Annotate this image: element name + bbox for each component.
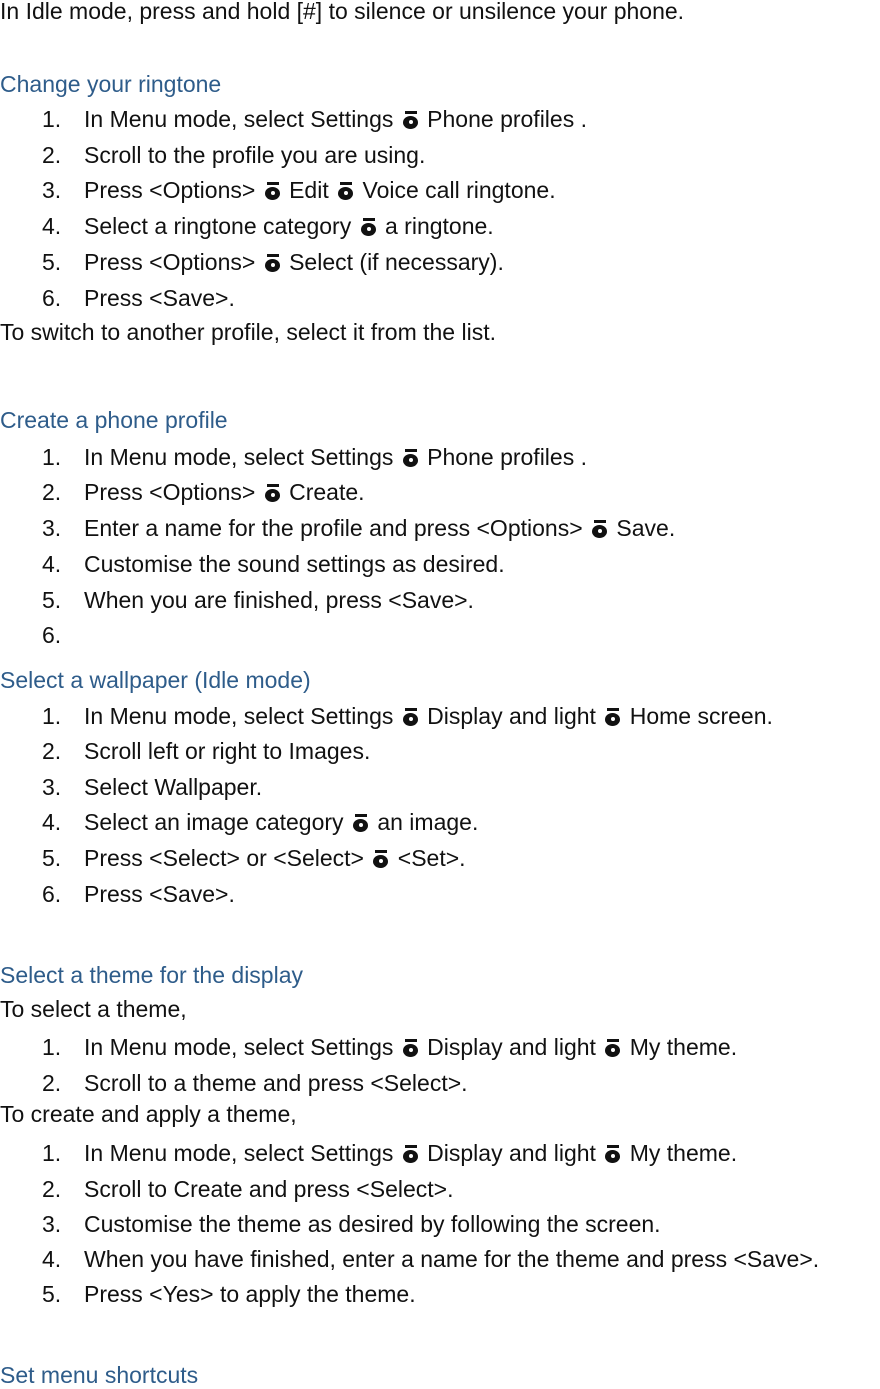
wallpaper-heading: Select a wallpaper (Idle mode)	[0, 667, 311, 693]
step-number: 4.	[42, 213, 62, 239]
list-item	[84, 773, 262, 801]
list-item	[84, 586, 474, 614]
step-number: 2.	[42, 1176, 62, 1202]
step-number: 5.	[42, 587, 62, 613]
step-text: Display and light	[427, 703, 596, 729]
step-number: 5.	[42, 1281, 62, 1307]
step-text: Press <Options>	[84, 479, 256, 505]
step-text: My theme.	[629, 1140, 738, 1166]
arrow-icon	[605, 1039, 620, 1057]
step-number: 4.	[42, 1246, 62, 1272]
list-item	[84, 212, 494, 240]
step-text: Press <Yes> to apply the theme.	[84, 1281, 416, 1307]
list-item	[84, 514, 675, 542]
arrow-icon	[265, 254, 280, 272]
step-number: 5.	[42, 249, 62, 275]
step-text: Enter a name for the profile and press <Options>	[84, 515, 583, 541]
step-number: 2.	[42, 1070, 62, 1096]
step-text: Save.	[616, 515, 676, 541]
step-text: Customise the theme as desired by following the screen.	[84, 1211, 661, 1237]
step-text: My theme.	[629, 1034, 738, 1060]
step-number: 6.	[42, 622, 62, 648]
step-text: Scroll to Create and press <Select>.	[84, 1176, 454, 1202]
list-item	[84, 1139, 737, 1167]
arrow-icon	[605, 708, 620, 726]
step-text: Phone profiles .	[427, 444, 587, 470]
step-text: Create.	[289, 479, 365, 505]
arrow-icon	[403, 708, 418, 726]
step-number: 1.	[42, 1034, 62, 1060]
arrow-icon	[403, 111, 418, 129]
step-number: 2.	[42, 738, 62, 764]
arrow-icon	[338, 182, 353, 200]
list-item	[84, 1175, 453, 1203]
arrow-icon	[605, 1145, 620, 1163]
step-number: 4.	[42, 551, 62, 577]
step-text: <Set>.	[397, 845, 466, 871]
step-text: Select Wallpaper.	[84, 774, 263, 800]
profile-heading: Create a phone profile	[0, 407, 228, 433]
step-text: In Menu mode, select Settings	[84, 1140, 394, 1166]
step-number: 4.	[42, 809, 62, 835]
arrow-icon	[403, 1145, 418, 1163]
list-item	[84, 1245, 819, 1273]
arrow-icon	[353, 814, 368, 832]
list-item	[84, 105, 587, 133]
step-number: 3.	[42, 1211, 62, 1237]
arrow-icon	[265, 484, 280, 502]
step-text: Press <Save>.	[84, 881, 235, 907]
step-text: Customise the sound settings as desired.	[84, 551, 505, 577]
arrow-icon	[592, 520, 607, 538]
step-text: a ringtone.	[385, 213, 494, 239]
list-item	[84, 1210, 661, 1238]
arrow-icon	[361, 218, 376, 236]
step-text: Display and light	[427, 1034, 596, 1060]
list-item	[84, 808, 478, 836]
arrow-icon	[373, 850, 388, 868]
step-number: 1.	[42, 703, 62, 729]
step-number: 6.	[42, 881, 62, 907]
step-text: Voice call ringtone.	[362, 177, 556, 203]
step-text: Display and light	[427, 1140, 596, 1166]
step-number: 3.	[42, 177, 62, 203]
list-item	[84, 443, 587, 471]
list-item	[84, 1033, 737, 1061]
step-text: In Menu mode, select Settings	[84, 106, 394, 132]
step-text: Edit	[289, 177, 329, 203]
step-text: Select an image category	[84, 809, 344, 835]
step-text: Select a ringtone category	[84, 213, 352, 239]
intro-text: In Idle mode, press and hold [#] to silence or unsilence your phone.	[0, 0, 685, 24]
list-item	[84, 1280, 416, 1308]
theme-create-intro: To create and apply a theme,	[0, 1101, 297, 1127]
arrow-icon	[403, 1039, 418, 1057]
list-item	[84, 844, 466, 872]
step-text: Scroll left or right to Images.	[84, 738, 371, 764]
step-number: 5.	[42, 845, 62, 871]
ringtone-note: To switch to another profile, select it from the list.	[0, 319, 496, 345]
step-text: In Menu mode, select Settings	[84, 1034, 394, 1060]
ringtone-heading: Change your ringtone	[0, 71, 222, 97]
step-number: 1.	[42, 106, 62, 132]
step-text: Scroll to the profile you are using.	[84, 142, 426, 168]
step-number: 3.	[42, 515, 62, 541]
list-item	[84, 880, 235, 908]
step-number: 2.	[42, 142, 62, 168]
list-item	[84, 141, 425, 169]
arrow-icon	[265, 182, 280, 200]
step-number: 3.	[42, 774, 62, 800]
list-item	[84, 176, 556, 204]
list-item	[84, 248, 504, 276]
list-item	[84, 1069, 468, 1097]
step-number: 2.	[42, 479, 62, 505]
list-item	[84, 550, 505, 578]
theme-select-intro: To select a theme,	[0, 996, 187, 1022]
step-text: Press <Options>	[84, 249, 256, 275]
step-text: an image.	[377, 809, 479, 835]
step-text: Press <Select> or <Select>	[84, 845, 364, 871]
list-item	[84, 702, 773, 730]
step-text: In Menu mode, select Settings	[84, 444, 394, 470]
shortcuts-heading: Set menu shortcuts	[0, 1362, 199, 1388]
step-text: When you are finished, press <Save>.	[84, 587, 474, 613]
step-text: Press <Options>	[84, 177, 256, 203]
list-item	[84, 284, 235, 312]
theme-heading: Select a theme for the display	[0, 962, 303, 988]
list-item	[84, 478, 365, 506]
step-number: 6.	[42, 285, 62, 311]
step-text: Select (if necessary).	[289, 249, 504, 275]
step-text: Phone profiles .	[427, 106, 587, 132]
step-text: Home screen.	[629, 703, 773, 729]
list-item	[84, 737, 370, 765]
step-text: Press <Save>.	[84, 285, 235, 311]
step-text: Scroll to a theme and press <Select>.	[84, 1070, 468, 1096]
step-number: 1.	[42, 1140, 62, 1166]
step-number: 1.	[42, 444, 62, 470]
step-text: When you have finished, enter a name for the theme and press <Save>.	[84, 1246, 820, 1272]
step-text: In Menu mode, select Settings	[84, 703, 394, 729]
arrow-icon	[403, 449, 418, 467]
